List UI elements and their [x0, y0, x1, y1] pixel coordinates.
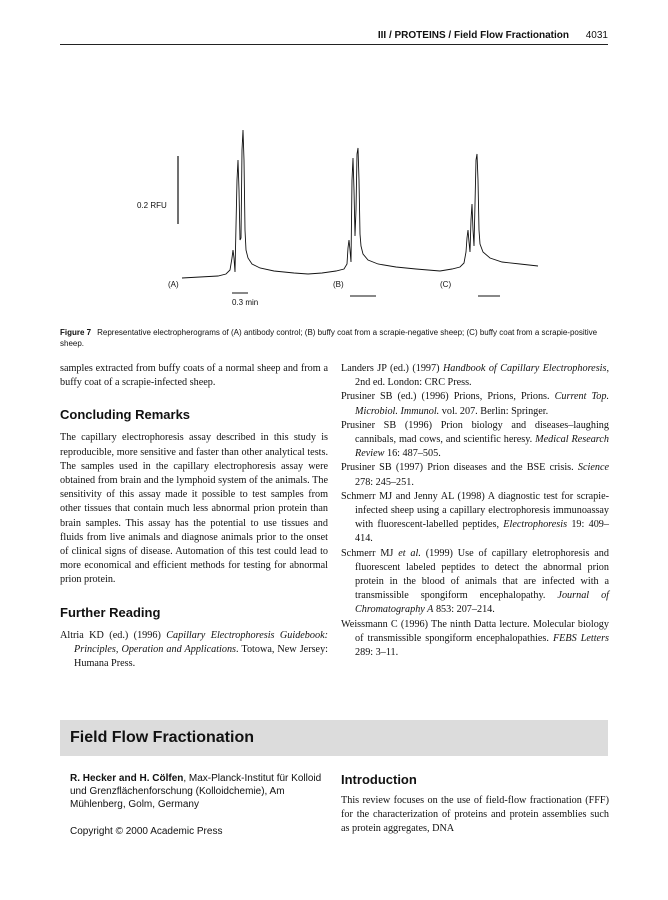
- right-column: [341, 362, 609, 660]
- author-names: R. Hecker and H. Cölfen: [70, 773, 184, 784]
- caption-text: Representative electropherograms of (A) antibody control; (B) buffy coat from a scrapie-negative sheep; (C) buffy coat from a scrapie-positive sheep.: [60, 328, 598, 348]
- trace-a: [182, 130, 308, 278]
- panel-label-c: (C): [440, 280, 452, 289]
- running-head: [60, 30, 608, 41]
- trace-c: [440, 154, 538, 271]
- heading-concluding-remarks: Concluding Remarks: [60, 407, 191, 423]
- paragraph-samples: samples extracted from buffy coats of a normal sheep and from a buffy coat of a scrapie-infected sheep.: [60, 363, 328, 389]
- article-title-banner: [60, 720, 608, 756]
- paragraph-concluding: The capillary electrophoresis assay described in this study is reproducible, more sensitive and faster than other analytical tests. The samples used in the capillary electrophoresis assay were obtained from brain and the lymphoid system of the animals. The sensitivity of this assay made it possible to test samples from other tissues that contain much less abnormal prion protein than brain samples. This assay has the potential to use tissues and fluids from live animals and diagnose animals prior to the onset of clinical signs of disease. Automation of this test could lead to more economical and efficient methods for testing for abnormal prion protein.: [60, 432, 328, 586]
- author-affiliation: , Max-Planck-Institut für Kolloid und Grenzflächenforschung (Kolloidchemie), Am Mühlenberg, Golm, Germany: [70, 773, 322, 810]
- reference-altria: Altria KD (ed.) (1996) Capillary Electrophoresis Guidebook: Principles, Operation and Applications. Totowa, New Jersey: Humana Press.: [60, 629, 329, 670]
- trace-b: [308, 148, 440, 274]
- copyright-notice: Copyright © 2000 Academic Press: [70, 826, 223, 837]
- paragraph-introduction: This review focuses on the use of field-flow fractionation (FFF) for the characterization of proteins and protein assemblies such as protein aggregates, DNA: [341, 795, 609, 835]
- scale-x-label: 0.3 min: [232, 298, 259, 307]
- reference-prusiner-1997: Prusiner SB (1997) Prion diseases and the BSE crisis. Science 278: 245–251.: [341, 462, 609, 488]
- figure-caption: [60, 327, 608, 349]
- electropherogram-traces: [60, 120, 608, 320]
- running-title: III / PROTEINS / Field Flow Fractionation: [377, 30, 569, 41]
- left-column: [60, 362, 328, 671]
- reference-schmerr-1999: Schmerr MJ et al. (1999) Use of capillary eletrophoresis and fluorescent labeled peptides to detect the abnormal prion protein in the blood of animals that are infected with a transmissible spongiform encephalopathy. Journal of Chromatography A 853: 207–214.: [341, 547, 609, 616]
- reference-weissmann: Weissmann C (1996) The ninth Datta lecture. Molecular biology of transmissible spongiform encephalopathies. FEBS Letters 289: 3–11.: [341, 618, 610, 659]
- reference-prusiner-1996-ed: Prusiner SB (ed.) (1996) Prions, Prions, Prions. Current Top. Microbiol. Immunol. vol. 207. Berlin: Springer.: [341, 391, 609, 417]
- reference-schmerr-1998: Schmerr MJ and Jenny AL (1998) A diagnostic test for scrapie-infected sheep using a capillary electrophoresis immunoassay with fluorescent-labelled peptides, Electrophoresis 19: 409–414.: [341, 490, 609, 545]
- page-number: 4031: [585, 30, 608, 41]
- panel-label-b: (B): [333, 280, 344, 289]
- scale-y-label: 0.2 RFU: [137, 201, 167, 210]
- caption-label: Figure 7: [60, 328, 92, 337]
- figure-7: [60, 120, 608, 320]
- heading-further-reading: Further Reading: [60, 604, 161, 620]
- panel-label-a: (A): [168, 280, 179, 289]
- header-rule: [60, 44, 608, 45]
- author-block: [70, 772, 332, 811]
- heading-introduction: Introduction: [341, 772, 417, 787]
- article-title: Field Flow Fractionation: [70, 729, 254, 746]
- reference-prusiner-1996: Prusiner SB (1996) Prion biology and diseases–laughing cannibals, mad cows, and scientific heresy. Medical Research Review 16: 487–505.: [341, 419, 610, 460]
- reference-landers: Landers JP (ed.) (1997) Handbook of Capillary Electrophoresis, 2nd ed. London: CRC Press.: [341, 363, 610, 389]
